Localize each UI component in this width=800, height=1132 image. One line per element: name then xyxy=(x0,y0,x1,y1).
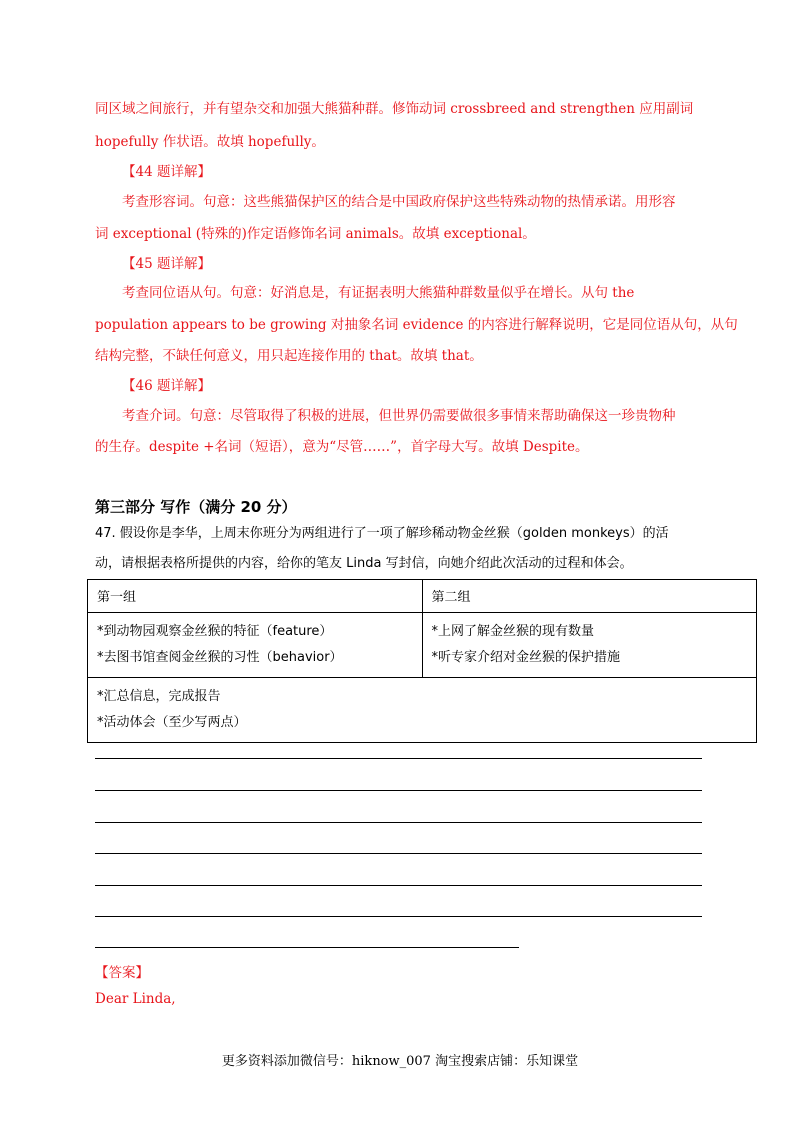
writing-line xyxy=(95,885,702,886)
q45-header: 【45 题详解】 xyxy=(122,256,211,272)
group1-items-cell xyxy=(88,613,423,678)
explanation-continuation-line2: hopefully 作状语。故填 hopefully。 xyxy=(95,134,325,150)
writing-line xyxy=(95,758,702,759)
q44-line2: 词 exceptional (特殊的)作定语修饰名词 animals。故填 exceptional。 xyxy=(95,226,536,242)
q45-line2: population appears to be growing 对抽象名词 evidence 的内容进行解释说明，它是同位语从句，从句 xyxy=(95,317,738,333)
writing-line xyxy=(95,853,702,854)
group1-item: *到动物园观察金丝猴的特征（feature） xyxy=(97,624,333,639)
table-shared-row xyxy=(88,678,757,743)
q46-line2: 的生存。despite +名词（短语），意为“尽管……”，首字母大写。故填 Despite。 xyxy=(95,439,589,455)
activity-table xyxy=(87,579,757,743)
group2-title: 第二组 xyxy=(431,590,471,605)
group1-title-cell xyxy=(88,580,423,613)
q46-line1: 考查介词。句意：尽管取得了积极的进展，但世界仍需要做很多事情来帮助确保这一珍贵物种 xyxy=(122,408,676,424)
q46-header: 【46 题详解】 xyxy=(122,378,211,394)
group1-title: 第一组 xyxy=(97,590,137,605)
q44-line1: 考查形容词。句意：这些熊猫保护区的结合是中国政府保护这些特殊动物的热情承诺。用形容 xyxy=(122,194,676,210)
q45-line3: 结构完整，不缺任何意义，用只起连接作用的 that。故填 that。 xyxy=(95,348,483,364)
writing-prompt-line1: 47. 假设你是李华，上周末你班分为两组进行了一项了解珍稀动物金丝猴（golden monkeys）的活 xyxy=(95,526,669,541)
section-3-title: 第三部分 写作（满分 20 分） xyxy=(95,498,297,516)
explanation-continuation-line1: 同区域之间旅行，并有望杂交和加强大熊猫种群。修饰动词 crossbreed and strengthen 应用副词 xyxy=(95,101,694,117)
shared-items-cell xyxy=(88,678,757,743)
page-footer: 更多资料添加微信号：hiknow_007 淘宝搜索店铺：乐知课堂 xyxy=(221,1054,579,1069)
q44-header: 【44 题详解】 xyxy=(122,164,211,180)
group2-items-cell xyxy=(422,613,757,678)
group2-title-cell xyxy=(422,580,757,613)
writing-line-short xyxy=(95,947,519,948)
table-header-row xyxy=(88,580,757,613)
shared-item: *活动体会（至少写两点） xyxy=(97,715,247,730)
table-groups-row xyxy=(88,613,757,678)
writing-line xyxy=(95,790,702,791)
group1-item: *去图书馆查阅金丝猴的习性（behavior） xyxy=(97,650,343,665)
writing-prompt-line2: 动，请根据表格所提供的内容，给你的笔友 Linda 写封信，向她介绍此次活动的过程和体会。 xyxy=(95,556,633,571)
group2-item: *听专家介绍对金丝猴的保护措施 xyxy=(431,650,621,665)
writing-line xyxy=(95,822,702,823)
writing-line xyxy=(95,916,702,917)
q45-line1: 考查同位语从句。句意：好消息是，有证据表明大熊猫种群数量似乎在增长。从句 the xyxy=(122,285,635,301)
answer-label: 【答案】 xyxy=(95,965,149,981)
group2-item: *上网了解金丝猴的现有数量 xyxy=(431,624,595,639)
shared-item: *汇总信息，完成报告 xyxy=(97,689,221,704)
answer-salutation: Dear Linda, xyxy=(95,991,176,1007)
